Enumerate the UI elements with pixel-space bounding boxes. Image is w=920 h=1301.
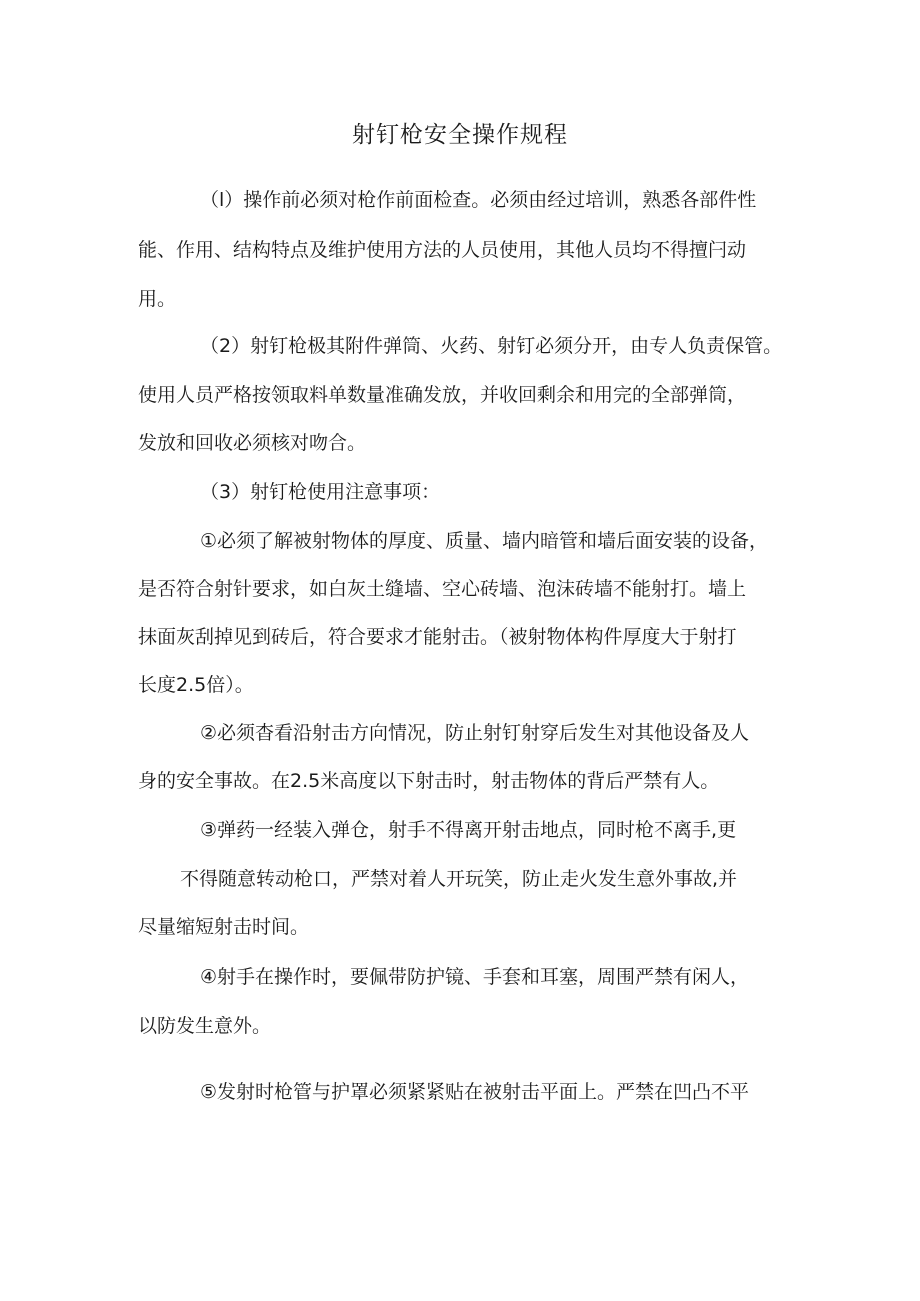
paragraph-2-line-2: 使用人员严格按领取料单数量准确发放，并收回剩余和用完的全部弹筒， xyxy=(138,384,747,406)
document-title: 射钉枪安全操作规程 xyxy=(352,122,568,148)
paragraph-1-line-2: 能、作用、结构特点及维护使用方法的人员使用，其他人员均不得擅闩动 xyxy=(138,239,747,261)
paragraph-3-line-1: （3）射钉枪使用注意事项： xyxy=(200,481,441,503)
item-1-line-1: ①必须了解被射物体的厚度、质量、墙内暗管和墙后面安装的设备， xyxy=(200,530,769,552)
item-2-line-2: 身的安全事故。在2.5米高度以下射击时，射击物体的背后严禁有人。 xyxy=(138,770,720,792)
item-1-line-3: 抹面灰刮掉见到砖后，符合要求才能射击。（被射物体构件厚度大于射打 xyxy=(138,626,737,648)
item-4-line-1: ④射手在操作时，要佩带防护镜、手套和耳塞，周围严禁有闲人， xyxy=(200,966,750,988)
item-3-line-2: 不得随意转动枪口，严禁对着人开玩笑，防止走火发生意外事故,并 xyxy=(180,868,738,890)
item-4-line-2: 以防发生意外。 xyxy=(138,1015,272,1037)
paragraph-2-line-3: 发放和回收必须核对吻合。 xyxy=(138,432,367,454)
paragraph-2-line-1: （2）射钉枪极其附件弹筒、火药、射钉必须分开，由专人负责保管。 xyxy=(200,335,783,357)
paragraph-1-line-3: 用。 xyxy=(138,288,177,310)
item-3-line-1: ③弹药一经装入弹仓，射手不得离开射击地点，同时枪不离手,更 xyxy=(200,819,737,841)
item-1-line-4: 长度2.5倍）。 xyxy=(138,674,254,696)
item-5-line-1: ⑤发射时枪管与护罩必须紧紧贴在被射击平面上。严禁在凹凸不平 xyxy=(200,1081,750,1103)
item-2-line-1: ②必须杳看沿射击方向情况，防止射钉射穿后发生对其他设备及人 xyxy=(200,722,750,744)
item-1-line-2: 是否符合射针要求，如白灰土缝墙、空心砖墙、泡沫砖墙不能射打。墙上 xyxy=(138,578,747,600)
item-3-line-3: 尽量缩短射击时间。 xyxy=(138,916,310,938)
paragraph-1-line-1: （l）操作前必须对枪作前面检查。必须由经过培训，熟悉各部件性 xyxy=(200,189,757,211)
